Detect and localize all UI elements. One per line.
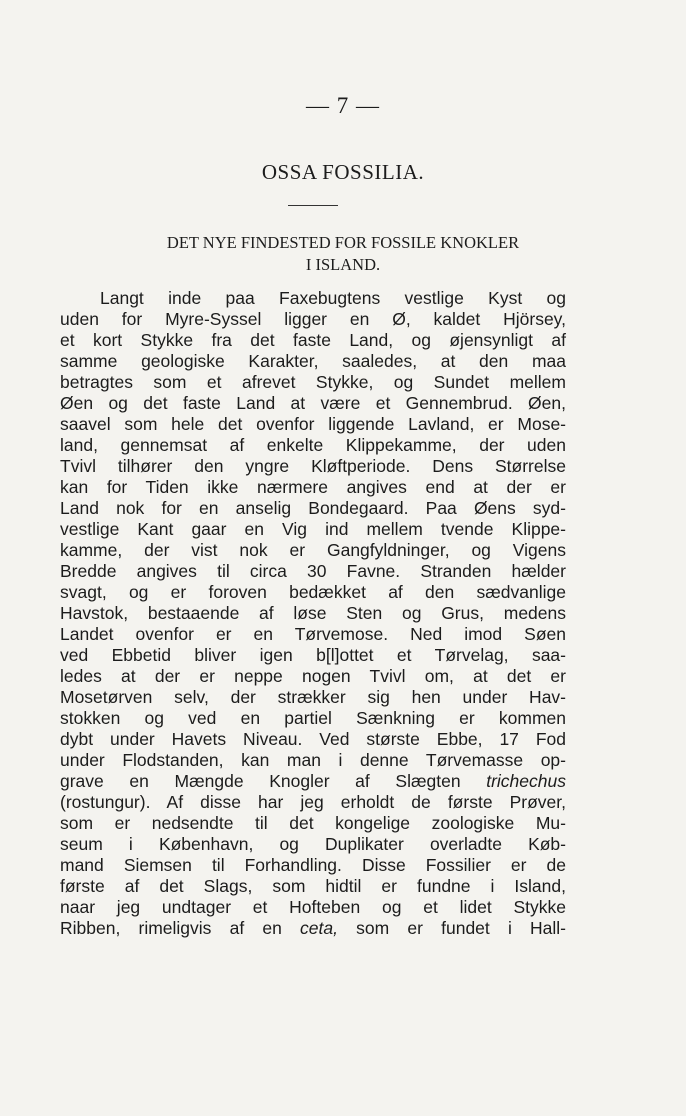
- main-title: OSSA FOSSILIA.: [261, 160, 425, 184]
- text-segment: grave en Mængde Knogler af Slægten: [60, 771, 461, 791]
- text-line: Øen og det faste Land at være et Gennembrud. Øen,: [60, 393, 566, 413]
- text-line: Landet ovenfor er en Tørvemose. Ned imod Søen: [60, 624, 566, 644]
- text-segment: som er fundet i Hall-: [356, 918, 566, 938]
- text-line: saavel som hele det ovenfor liggende Lavland, er Mose-: [60, 414, 566, 434]
- text-line: ledes at der er neppe nogen Tvivl om, at det er: [60, 666, 566, 686]
- text-line: første af det Slags, som hidtil er fundne i Island,: [60, 876, 566, 896]
- text-line: [60, 771, 566, 792]
- text-line: [60, 918, 566, 939]
- text-line: Land nok for en anselig Bondegaard. Paa Øens syd-: [60, 498, 566, 518]
- subtitle-line: DET NYE FINDESTED FOR FOSSILE KNOKLER: [166, 233, 520, 252]
- text-line: svagt, og er foroven bedækket af den sædvanlige: [60, 582, 566, 602]
- text-line: ved Ebbetid bliver igen b[l]ottet et Tørvelag, saa-: [60, 645, 566, 665]
- text-line: naar jeg undtager et Hofteben og et lidet Stykke: [60, 897, 566, 917]
- text-line: seum i København, og Duplikater overladte Køb-: [60, 834, 566, 854]
- text-line: kan for Tiden ikke nærmere angives end at der er: [60, 477, 566, 497]
- text-line: som er nedsendte til det kongelige zoologiske Mu-: [60, 813, 566, 833]
- text-line: betragtes som et afrevet Stykke, og Sundet mellem: [60, 372, 566, 392]
- section-subtitle: [60, 232, 626, 276]
- text-line: Havstok, bestaaende af løse Sten og Grus, medens: [60, 603, 566, 623]
- text-line: Langt inde paa Faxebugtens vestlige Kyst og: [100, 288, 566, 308]
- text-line: under Flodstanden, kan man i denne Tørvemasse op-: [60, 750, 566, 770]
- text-line: vestlige Kant gaar en Vig ind mellem tvende Klippe-: [60, 519, 566, 539]
- text-line: Tvivl tilhører den yngre Kløftperiode. Dens Størrelse: [60, 456, 566, 476]
- text-line: Mosetørven selv, der strækker sig hen under Hav-: [60, 687, 566, 707]
- text-line: dybt under Havets Niveau. Ved største Ebbe, 17 Fod: [60, 729, 566, 749]
- text-line: kamme, der vist nok er Gangfyldninger, og Vigens: [60, 540, 566, 560]
- subtitle-line: I ISLAND.: [305, 255, 381, 274]
- text-line: samme geologiske Karakter, saaledes, at den maa: [60, 351, 566, 371]
- text-segment: Ribben, rimeligvis af en: [60, 918, 282, 938]
- text-line: et kort Stykke fra det faste Land, og øjensynligt af: [60, 330, 566, 350]
- text-line: stokken og ved en partiel Sænkning er kommen: [60, 708, 566, 728]
- text-line: (rostungur). Af disse har jeg erholdt de første Prøver,: [60, 792, 566, 812]
- text-line: uden for Myre-Syssel ligger en Ø, kaldet Hjörsey,: [60, 309, 566, 329]
- text-line: Bredde angives til circa 30 Favne. Stranden hælder: [60, 561, 566, 581]
- text-line: mand Siemsen til Forhandling. Disse Fossilier er de: [60, 855, 566, 875]
- italic-term: trichechus: [486, 771, 566, 791]
- body-paragraph: [60, 288, 566, 939]
- text-line: land, gennemsat af enkelte Klippekamme, der uden: [60, 435, 566, 455]
- page-number: — 7 —: [306, 93, 380, 118]
- italic-term: ceta,: [300, 918, 338, 938]
- title-divider: [288, 205, 338, 206]
